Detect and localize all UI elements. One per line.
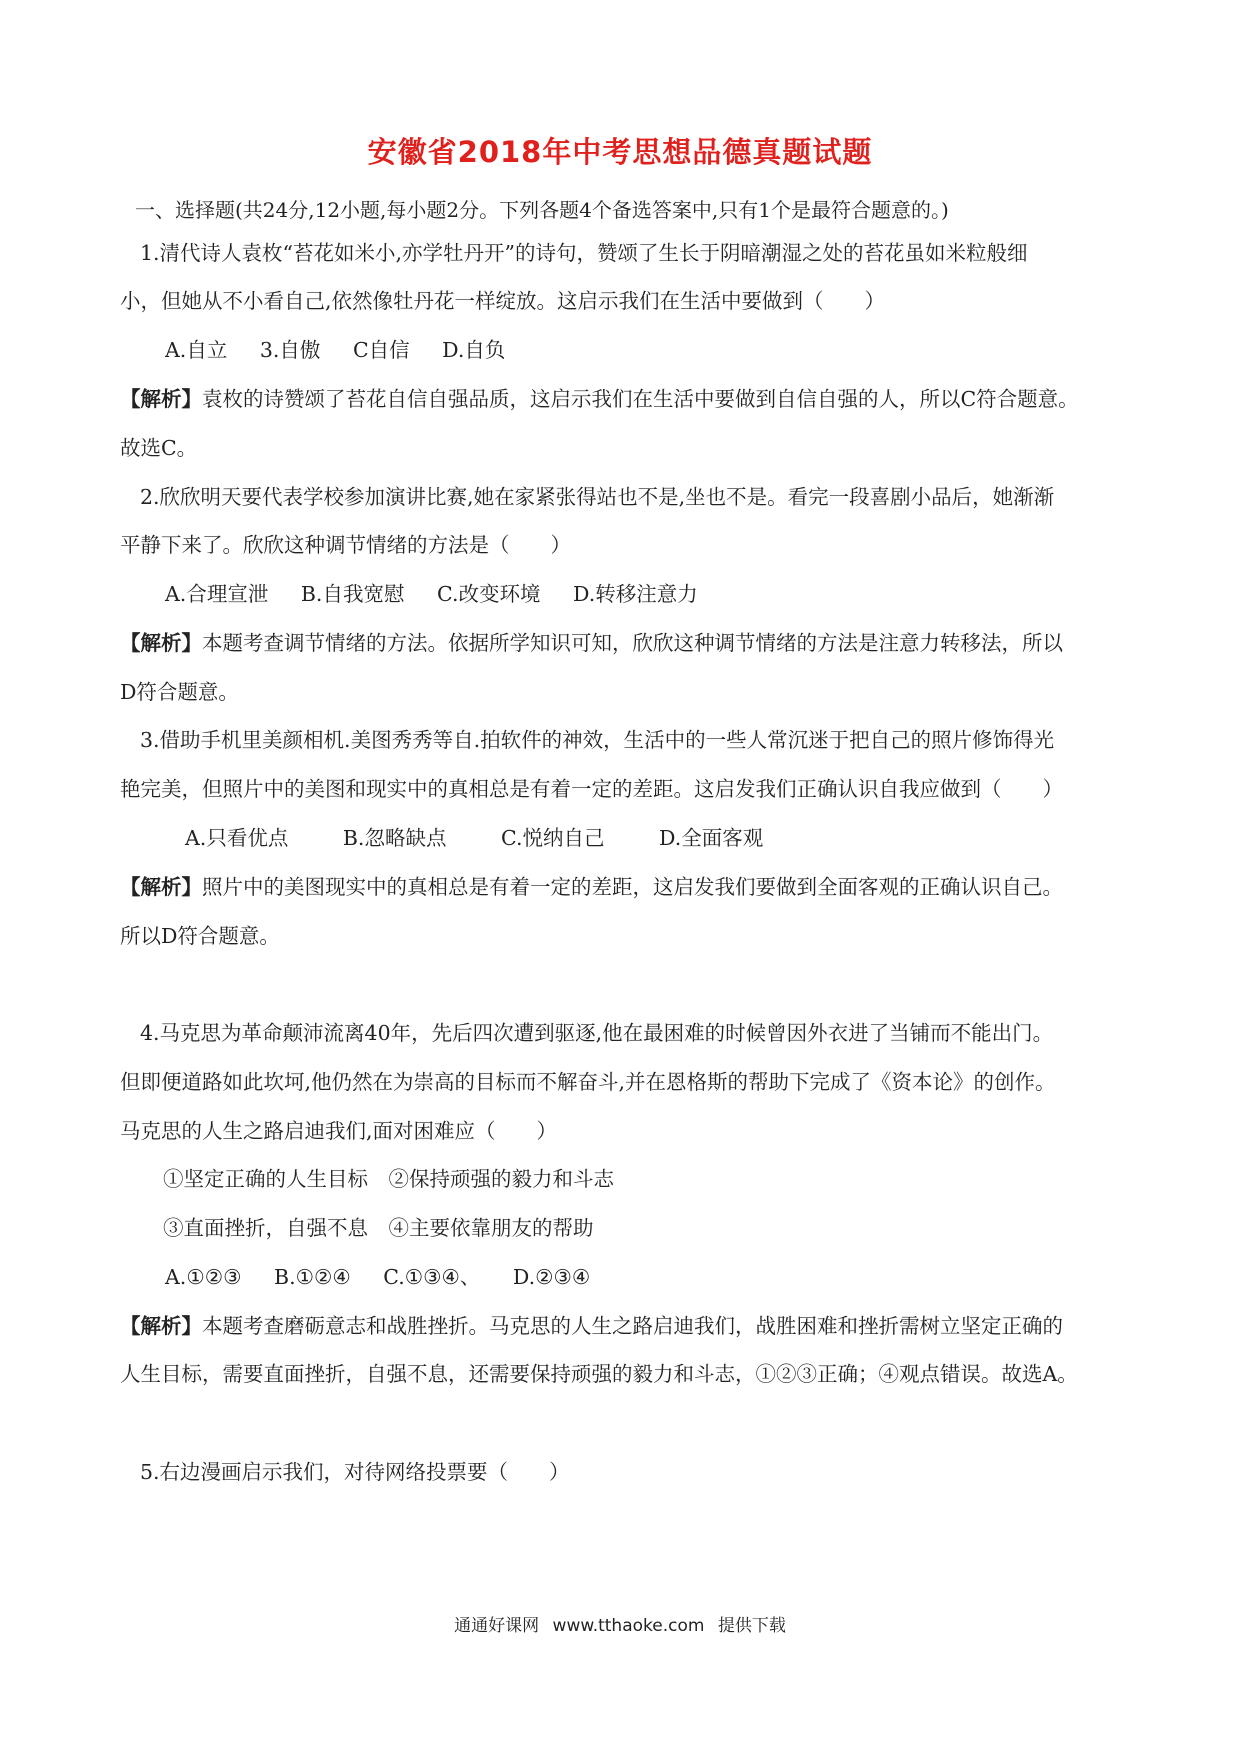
footer-suffix: 提供下载 — [717, 1616, 786, 1636]
question-1-analysis-line-1 — [120, 389, 1130, 410]
question-2-line-1: 2.欣欣明天要代表学校参加演讲比赛,她在家紧张得站也不是,坐也不是。看完一段喜剧小品后，她渐渐 — [140, 485, 1055, 509]
analysis-tag: 【解析】 — [120, 387, 202, 411]
question-4-line-2: 但即便道路如此坎坷,他仍然在为崇高的目标而不解奋斗,并在恩格斯的帮助下完成了《资本论》的创作。 — [120, 1070, 1056, 1094]
analysis-text: 本题考查磨砺意志和战胜挫折。马克思的人生之路启迪我们，战胜困难和挫折需树立坚定正确的 — [202, 1314, 1063, 1338]
question-3-analysis-line-1 — [120, 877, 1130, 898]
section-heading: 一、选择题(共24分,12小题,每小题2分。下列各题4个备选答案中,只有1个是最符合题意的。) — [135, 198, 949, 222]
question-1-line-1: 1.清代诗人袁枚“苔花如米小,亦学牡丹开”的诗句，赞颂了生长于阴暗潮湿之处的苔花虽如米粒般细 — [140, 241, 1028, 265]
question-4-analysis-line-2: 人生目标，需要直面挫折，自强不息，还需要保持顽强的毅力和斗志，①②③正确；④观点错误。故选A。 — [120, 1362, 1078, 1386]
option-d: D.全面客观 — [659, 826, 764, 850]
footer-url[interactable]: www.tthaoke.com — [552, 1616, 705, 1636]
analysis-tag: 【解析】 — [120, 875, 202, 899]
question-5-line-1: 5.右边漫画启示我们，对待网络投票要（ ） — [140, 1460, 570, 1484]
question-2-analysis-line-1 — [120, 633, 1130, 654]
question-1-analysis-line-2: 故选C。 — [120, 436, 198, 460]
question-4-line-3: 马克思的人生之路启迪我们,面对困难应（ ） — [120, 1119, 558, 1143]
analysis-text: 袁枚的诗赞颂了苔花自信自强品质，这启示我们在生活中要做到自信自强的人，所以C符合题意。 — [202, 387, 1079, 411]
footer-site-name: 通通好课网 — [454, 1616, 540, 1636]
question-4-line-1: 4.马克思为革命颠沛流离40年，先后四次遭到驱逐,他在最困难的时候曾因外衣进了当铺而不能出门。 — [140, 1021, 1054, 1045]
option-d: D.②③④ — [512, 1265, 591, 1289]
question-2-options — [165, 584, 1175, 605]
question-4-options — [165, 1267, 1175, 1288]
option-c: C.①③④、 — [383, 1265, 481, 1289]
question-3-options — [185, 828, 1195, 849]
question-3-analysis-line-2: 所以D符合题意。 — [120, 924, 280, 948]
analysis-text: 本题考查调节情绪的方法。依据所学知识可知，欣欣这种调节情绪的方法是注意力转移法，所以 — [202, 631, 1063, 655]
page-footer — [0, 1611, 1240, 1636]
option-a: A.只看优点 — [185, 826, 289, 850]
option-c: C自信 — [352, 338, 410, 362]
option-b: B.忽略缺点 — [342, 826, 447, 850]
question-3-line-1: 3.借助手机里美颜相机.美图秀秀等自.拍软件的神效，生活中的一些人常沉迷于把自己的照片修饰得光 — [140, 728, 1055, 752]
option-d: D.自负 — [442, 338, 506, 362]
question-2-analysis-line-2: D符合题意。 — [120, 680, 239, 704]
question-3-line-2: 艳完美，但照片中的美图和现实中的真相总是有着一定的差距。这启发我们正确认识自我应做到（ ） — [120, 777, 1063, 801]
option-b: 3.自傲 — [259, 338, 321, 362]
question-1-line-2: 小，但她从不小看自己,依然像牡丹花一样绽放。这启示我们在生活中要做到（ ） — [120, 289, 886, 313]
question-4-analysis-line-1 — [120, 1316, 1130, 1337]
option-d: D.转移注意力 — [573, 582, 698, 606]
analysis-tag: 【解析】 — [120, 631, 202, 655]
option-b: B.①②④ — [274, 1265, 351, 1289]
option-c: C.改变环境 — [436, 582, 541, 606]
question-4-statements-line-1: ①坚定正确的人生目标 ②保持顽强的毅力和斗志 — [163, 1167, 614, 1191]
question-2-line-2: 平静下来了。欣欣这种调节情绪的方法是（ ） — [120, 533, 571, 557]
option-b: B.自我宽慰 — [300, 582, 405, 606]
page-title: 安徽省2018年中考思想品德真题试题 — [367, 135, 873, 169]
option-a: A.自立 — [165, 338, 228, 362]
option-c: C.悦纳自己 — [500, 826, 605, 850]
analysis-tag: 【解析】 — [120, 1314, 202, 1338]
analysis-text: 照片中的美图现实中的真相总是有着一定的差距，这启发我们要做到全面客观的正确认识自己。 — [202, 875, 1063, 899]
question-4-statements-line-2: ③直面挫折，自强不息 ④主要依靠朋友的帮助 — [163, 1216, 594, 1240]
option-a: A.①②③ — [165, 1265, 242, 1289]
option-a: A.合理宣泄 — [165, 582, 269, 606]
question-1-options — [165, 340, 1175, 361]
